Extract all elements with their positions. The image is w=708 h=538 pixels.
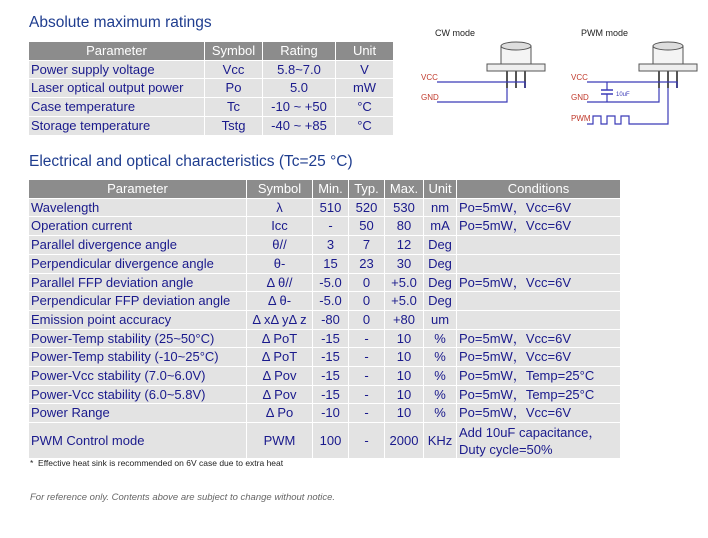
cell: 10 — [385, 404, 424, 423]
cell: V — [336, 60, 394, 79]
cell — [457, 292, 621, 311]
cell: % — [424, 404, 457, 423]
table-row — [29, 310, 621, 329]
footnote-text: Effective heat sink is recommended on 6V case due to extra heat — [38, 458, 284, 468]
cell: 5.8~7.0 — [263, 60, 336, 79]
cell: Po=5mW，Temp=25°C — [457, 367, 621, 386]
cell — [457, 254, 621, 273]
elec-title-text: Electrical and optical characteristics (Tc=25 °C) — [29, 153, 353, 170]
cell: Power-Temp stability (-10~25°C) — [29, 348, 247, 367]
cell: -5.0 — [313, 292, 349, 311]
pwm-cond-line1: Add 10uF capacitance， — [459, 424, 602, 440]
cell: % — [424, 329, 457, 348]
cell: Wavelength — [29, 198, 247, 217]
footnote — [30, 458, 283, 468]
cell: +5.0 — [385, 273, 424, 292]
bullet-icon: * — [30, 458, 34, 468]
cell: 100 — [313, 423, 349, 459]
elec-header: Typ. — [349, 180, 385, 199]
laser-package-icon — [639, 42, 697, 88]
elec-header: Min. — [313, 180, 349, 199]
cell: Tstg — [205, 116, 263, 135]
cell: Operation current — [29, 217, 247, 236]
cell: 23 — [349, 254, 385, 273]
cell: 80 — [385, 217, 424, 236]
cell — [457, 423, 621, 459]
cell: +5.0 — [385, 292, 424, 311]
cell: um — [424, 310, 457, 329]
cell: -15 — [313, 367, 349, 386]
cell: Δ θ- — [247, 292, 313, 311]
cell: Δ PoT — [247, 329, 313, 348]
cell: 50 — [349, 217, 385, 236]
cell: -40 ~ +85 — [263, 116, 336, 135]
cell: Perpendicular FFP deviation angle — [29, 292, 247, 311]
cell: -5.0 — [313, 273, 349, 292]
cell: - — [349, 385, 385, 404]
abs-title: Absolute maximum ratings — [29, 14, 212, 31]
elec-header: Symbol — [247, 180, 313, 199]
cell: -80 — [313, 310, 349, 329]
cell: Δ Pov — [247, 385, 313, 404]
cell: Parallel divergence angle — [29, 236, 247, 255]
cell: Emission point accuracy — [29, 310, 247, 329]
cell: Δ θ// — [247, 273, 313, 292]
gnd-label: GND — [421, 93, 439, 102]
cell: Deg — [424, 273, 457, 292]
table-row — [29, 254, 621, 273]
cell: Δ xΔ yΔ z — [247, 310, 313, 329]
cell: - — [349, 404, 385, 423]
cell: - — [313, 217, 349, 236]
abs-header: Rating — [263, 42, 336, 61]
table-row — [29, 292, 621, 311]
cell: Power supply voltage — [29, 60, 205, 79]
cell: θ// — [247, 236, 313, 255]
table-row — [29, 367, 621, 386]
cell: KHz — [424, 423, 457, 459]
cell: Δ Po — [247, 404, 313, 423]
cell: θ- — [247, 254, 313, 273]
abs-table — [28, 41, 394, 136]
table-row — [29, 423, 621, 459]
cell: -10 — [313, 404, 349, 423]
table-row — [29, 79, 394, 98]
cell: 10 — [385, 329, 424, 348]
cell: Δ PoT — [247, 348, 313, 367]
cell: 520 — [349, 198, 385, 217]
cell: PWM Control mode — [29, 423, 247, 459]
elec-header: Max. — [385, 180, 424, 199]
cell: Power-Temp stability (25~50°C) — [29, 329, 247, 348]
cell: Power Range — [29, 404, 247, 423]
cell: mA — [424, 217, 457, 236]
cell: 0 — [349, 273, 385, 292]
capacitor-icon — [601, 82, 613, 102]
cell: Δ Pov — [247, 367, 313, 386]
cell: - — [349, 423, 385, 459]
cell: - — [349, 329, 385, 348]
cell: 10 — [385, 348, 424, 367]
cell: -15 — [313, 348, 349, 367]
cell: Tc — [205, 98, 263, 117]
cell — [457, 236, 621, 255]
cell: Po — [205, 79, 263, 98]
cell: % — [424, 385, 457, 404]
elec-header: Unit — [424, 180, 457, 199]
cell: Po=5mW，Temp=25°C — [457, 385, 621, 404]
abs-header: Parameter — [29, 42, 205, 61]
pwm-label: PWM — [571, 114, 591, 123]
cell: 2000 — [385, 423, 424, 459]
cell: 30 — [385, 254, 424, 273]
cell: Po=5mW，Vcc=6V — [457, 217, 621, 236]
cell: 12 — [385, 236, 424, 255]
cell: % — [424, 367, 457, 386]
reference-note: For reference only. Contents above are subject to change without notice. — [30, 492, 336, 503]
cell: Icc — [247, 217, 313, 236]
cell: 3 — [313, 236, 349, 255]
abs-header: Symbol — [205, 42, 263, 61]
cell: Deg — [424, 236, 457, 255]
cell: °C — [336, 116, 394, 135]
cell: Vcc — [205, 60, 263, 79]
cw-mode-label: CW mode — [435, 28, 476, 38]
elec-header: Parameter — [29, 180, 247, 199]
elec-table — [28, 179, 621, 459]
table-row — [29, 217, 621, 236]
cell: Power-Vcc stability (7.0~6.0V) — [29, 367, 247, 386]
cell: Parallel FFP deviation angle — [29, 273, 247, 292]
cell: Po=5mW，Vcc=6V — [457, 198, 621, 217]
cell: 530 — [385, 198, 424, 217]
table-row — [29, 273, 621, 292]
table-row — [29, 198, 621, 217]
pwm-mode-label: PWM mode — [581, 28, 629, 38]
capacitor-label: 10uF — [616, 92, 630, 98]
cell: Po=5mW，Vcc=6V — [457, 329, 621, 348]
pwm-cond-line2: Duty cycle=50% — [459, 441, 553, 457]
vcc-label: VCC — [421, 73, 438, 82]
cell: 10 — [385, 385, 424, 404]
cell: - — [349, 367, 385, 386]
table-row — [29, 385, 621, 404]
cell: 7 — [349, 236, 385, 255]
cell: 10 — [385, 367, 424, 386]
cell: Deg — [424, 292, 457, 311]
gnd-label: GND — [571, 93, 589, 102]
cell: 510 — [313, 198, 349, 217]
cell: -15 — [313, 385, 349, 404]
cell: λ — [247, 198, 313, 217]
cell: -10 ~ +50 — [263, 98, 336, 117]
cell: Perpendicular divergence angle — [29, 254, 247, 273]
cell: 0 — [349, 292, 385, 311]
cell: Po=5mW，Vcc=6V — [457, 273, 621, 292]
cell: - — [349, 348, 385, 367]
table-row — [29, 116, 394, 135]
vcc-label: VCC — [571, 73, 588, 82]
cell: nm — [424, 198, 457, 217]
table-row — [29, 98, 394, 117]
cell: Case temperature — [29, 98, 205, 117]
table-row — [29, 404, 621, 423]
cell: -15 — [313, 329, 349, 348]
table-row — [29, 236, 621, 255]
laser-package-icon — [487, 42, 545, 88]
cell: Po=5mW，Vcc=6V — [457, 348, 621, 367]
elec-title — [29, 153, 353, 171]
cell: PWM — [247, 423, 313, 459]
cell: +80 — [385, 310, 424, 329]
cell: Deg — [424, 254, 457, 273]
elec-header: Conditions — [457, 180, 621, 199]
cell — [457, 310, 621, 329]
abs-header: Unit — [336, 42, 394, 61]
table-row — [29, 60, 394, 79]
cell: Power-Vcc stability (6.0~5.8V) — [29, 385, 247, 404]
cell: 0 — [349, 310, 385, 329]
cell: 5.0 — [263, 79, 336, 98]
table-row — [29, 348, 621, 367]
table-row — [29, 329, 621, 348]
cell: 15 — [313, 254, 349, 273]
cell: Storage temperature — [29, 116, 205, 135]
cell: Po=5mW，Vcc=6V — [457, 404, 621, 423]
cell: mW — [336, 79, 394, 98]
cell: Laser optical output power — [29, 79, 205, 98]
cell: % — [424, 348, 457, 367]
cell: °C — [336, 98, 394, 117]
wiring-diagram — [415, 20, 700, 132]
